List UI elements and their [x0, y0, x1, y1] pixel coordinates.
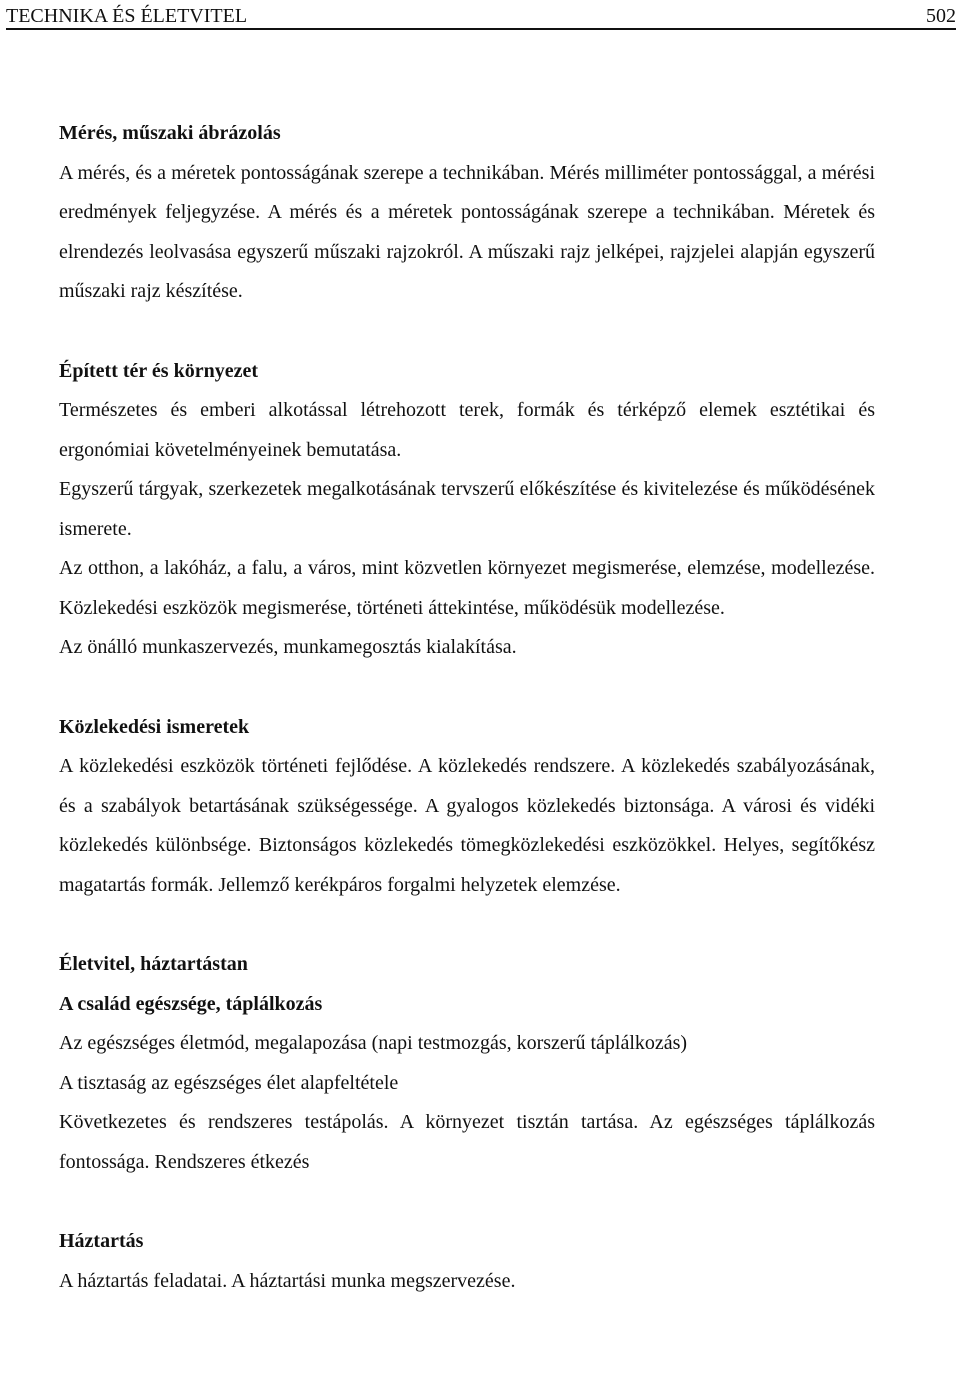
paragraph: Az egészséges életmód, megalapozása (napi testmozgás, korszerű táplálkozás): [59, 1032, 688, 1054]
section-haztartas: [59, 1222, 875, 1301]
paragraph: A háztartás feladatai. A háztartási munka megszervezése.: [59, 1269, 516, 1292]
section-heading: Mérés, műszaki ábrázolás: [59, 122, 281, 144]
page-header: [6, 4, 956, 30]
document-body: [59, 114, 875, 1341]
section-heading: Háztartás: [59, 1230, 144, 1252]
paragraph: Következetes és rendszeres testápolás. A környezet tisztán tartása. Az egészséges táplálkozás fontossága. Rendszeres étkezés: [59, 1111, 875, 1173]
paragraph: Az otthon, a lakóház, a falu, a város, mint közvetlen környezet megismerése, elemzése, modellezése. Közlekedési eszközök megismerése, történeti áttekintése, működésük modellezése.: [59, 557, 875, 619]
paragraph: A mérés, és a méretek pontosságának szerepe a technikában. Mérés milliméter pontossággal, a mérési eredmények feljegyzése. A mérés és a méretek pontosságának szerepe a technikában. Méretek és elrendezés leolvasása egyszerű műszaki rajzokról. A műszaki rajz jelképei, rajzjelei alapján egyszerű műszaki rajz készítése.: [59, 161, 875, 302]
page-number: 502: [926, 5, 956, 27]
paragraph: A közlekedési eszközök történeti fejlődése. A közlekedés rendszere. A közlekedés szabályozásának, és a szabályok betartásának szükségessége. A gyalogos közlekedés biztonsága. A városi és vidéki közlekedés különbsége. Biztonságos közlekedés tömegközlekedési eszközökkel. Helyes, segítőkész magatartás formák. Jellemző kerékpáros forgalmi helyzetek elemzése.: [59, 755, 875, 896]
section-eletvitel: [59, 945, 875, 1182]
section-heading: Épített tér és környezet: [59, 359, 259, 382]
paragraph: A tisztaság az egészséges élet alapfeltétele: [59, 1071, 399, 1094]
paragraph: Az önálló munkaszervezés, munkamegosztás kialakítása.: [59, 636, 517, 658]
section-kozlekedes: [59, 708, 875, 906]
section-epitett-ter: [59, 352, 875, 668]
header-title: TECHNIKA ÉS ÉLETVITEL: [6, 5, 248, 27]
section-heading: Közlekedési ismeretek: [59, 715, 250, 738]
section-subheading: A család egészsége, táplálkozás: [59, 992, 323, 1015]
paragraph: Természetes és emberi alkotással létrehozott terek, formák és térképző elemek esztétikai és ergonómiai követelményeinek bemutatása.: [59, 399, 875, 461]
section-heading: Életvitel, háztartástan: [59, 953, 248, 975]
section-meres: [59, 114, 875, 312]
paragraph: Egyszerű tárgyak, szerkezetek megalkotásának tervszerű előkészítése és kivitelezése és működésének ismerete.: [59, 478, 875, 540]
